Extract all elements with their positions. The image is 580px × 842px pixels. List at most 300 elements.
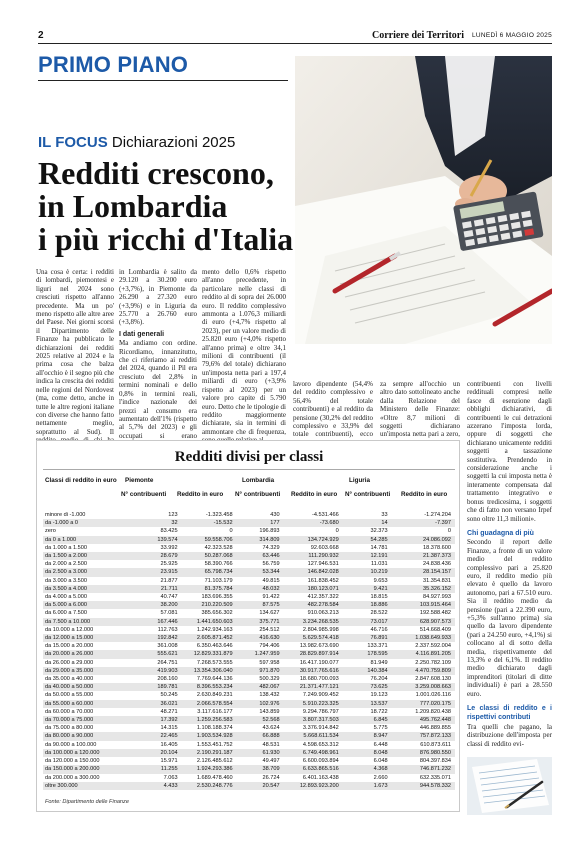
table-cell: 794.406	[259, 643, 280, 650]
income-class-cell: da 1.000 a 1.500	[45, 544, 87, 551]
table-cell: 1.259.256.583	[178, 716, 233, 724]
article-text: mento dello 0,6% rispetto all'anno precedente, in particolare nelle classi di reddito al di sopra dei 26.000 euro. Il reddito complessivo ammonta a 1.076,3 miliardi di euro (+4,7% rispetto al 2023), per un valore medio di 25.820 euro (+4,0% rispetto all'anno prima) e oltre 34,1 milioni di contribuenti (il 79,6% del totale) dichiarano un'imposta netta pari a 197,4 miliardi di euro (+3,9% rispetto al 2023) per un valore pro capite di 5.790 euro. Detto che le tipologie di reddito maggiormente dichiarate, sia in termini di ammontare che di frequenza,	[202, 268, 286, 436]
table-cell: 134.724.929	[280, 536, 339, 544]
table-row	[43, 626, 455, 634]
table-cell: 632.335.071	[419, 774, 451, 781]
article-text: za sempre all'occhio un altro dato sottolineato anche dalla Relazione del Ministero delle Finanze: «Oltre 8,7 milioni di soggetti dichiarano un'imposta netta pari a zero,	[380, 380, 460, 439]
income-class-cell: da 80.000 a 90.000	[43, 732, 127, 740]
table-cell: 13.982.673.690	[299, 643, 339, 650]
table-source: Fonte: Dipartimento delle Finanze	[45, 799, 129, 805]
table-cell: 0	[229, 528, 233, 535]
table-cell: 18.680.700.093	[299, 676, 339, 683]
table-cell: 84.927.993	[423, 594, 451, 601]
table-cell: 40.747	[160, 594, 178, 601]
income-class-cell: da 4.000 a 5.000	[45, 594, 87, 601]
table-cell: 111.290.932	[280, 552, 339, 560]
table-cell: 8.396.553.234	[178, 683, 233, 691]
table-cell: 2.605.871.452	[178, 634, 233, 642]
income-class-cell: zero	[45, 528, 56, 535]
table-cell: 8.947	[339, 732, 388, 740]
income-class-cell: da 6.000 a 7.500	[45, 610, 87, 617]
table-cell: 19.123	[370, 692, 388, 699]
income-class-cell: da 29.000 a 35.000	[43, 667, 127, 675]
table-cell: 76.204	[370, 676, 388, 683]
table-cell: 134.627	[259, 610, 280, 617]
table-cell: 83.425	[160, 528, 178, 535]
col-contrib-liguria: N° contribuenti	[345, 491, 391, 498]
table-cell: 910.063.213	[307, 610, 339, 617]
table-cell: 746.871.232	[388, 765, 455, 773]
table-row	[43, 536, 455, 544]
table-cell: 6.401.163.438	[302, 774, 339, 781]
table-cell: 23.915	[127, 568, 178, 576]
table-cell: 264.751	[157, 659, 178, 666]
table-cell: -7.397	[388, 519, 455, 527]
table-cell: 56.759	[262, 561, 280, 568]
kicker	[38, 134, 235, 151]
table-cell: 38.709	[233, 765, 280, 773]
table-cell: 32	[127, 519, 178, 527]
table-cell: 63.446	[233, 552, 280, 560]
table-cell: 17.392	[127, 716, 178, 724]
table-row	[43, 585, 455, 593]
table-cell: 13.354.306.040	[178, 667, 233, 675]
income-table	[43, 511, 455, 790]
income-class-cell: da 200.000 a 300.000	[45, 774, 100, 781]
article-text: Secondo il report delle Finanze, a fronte di un valore medio del reddito complessivo pari a 25.820 euro, il reddito medio più elevato è quello da lavoro autonomo, pari a 67.510 euro. Sia il reddito medio da pensione (pari a 22.390 euro, +5,3% sull'anno prima) sia quello da lavoro dipendente (pari a 24.250 euro, +4,1%) si collocano al di sotto della media, rispettivamente del 13,3% e del 6,1%. Il reddito medio dichiarato dagli imprenditori (titolari di ditte individuali) è pari a 28.550 euro.	[467, 538, 552, 698]
table-cell: 4.470.759.809	[388, 667, 455, 675]
table-cell: 2.530.248.776	[178, 782, 233, 790]
table-cell: 514.668.409	[419, 626, 451, 633]
table-row	[43, 527, 455, 535]
col-income-liguria: Reddito in euro	[401, 491, 448, 498]
headline-line-2: in Lombardia	[38, 188, 228, 224]
income-class-cell: da 2.000 a 2.500	[45, 561, 87, 568]
table-cell: 6.600.093.894	[302, 758, 339, 765]
section-title: PRIMO PIANO	[38, 52, 189, 77]
table-cell: 33.992	[160, 544, 178, 551]
table-row	[43, 511, 455, 519]
region-liguria: Liguria	[349, 477, 370, 484]
article-subhead: I dati generali	[119, 330, 165, 338]
table-cell: 1.038.649.933	[388, 634, 455, 642]
table-cell: 7.268.573.555	[196, 659, 233, 666]
table-row	[43, 577, 455, 585]
table-cell: 7.063	[163, 774, 178, 781]
table-row	[43, 757, 455, 765]
table-cell: 20.547	[233, 782, 280, 790]
table-cell: -4.531.466	[311, 512, 339, 518]
table-cell: 3.117.616.177	[197, 708, 233, 715]
kicker-topic: Dichiarazioni 2025	[111, 134, 236, 151]
table-row	[43, 774, 455, 782]
table-cell: 18.815	[370, 594, 388, 601]
table-cell: 15.971	[160, 758, 178, 765]
table-cell: 139.574	[127, 536, 178, 544]
table-cell: 8.048	[339, 749, 388, 757]
table-cell: 48.032	[233, 585, 280, 593]
table-cell: 21.711	[127, 585, 178, 593]
table-cell: 385.656.302	[201, 610, 233, 617]
table-cell: 20.104	[127, 749, 178, 757]
table-cell: 430	[270, 512, 280, 518]
table-row	[43, 724, 455, 732]
table-cell: 1.903.534.928	[178, 732, 233, 740]
table-row	[43, 716, 455, 724]
table-cell: 26.724	[262, 774, 280, 781]
table-row	[43, 700, 455, 708]
table-cell: 419.903	[127, 667, 178, 675]
table-cell: 495.762.448	[388, 716, 455, 724]
table-cell: 91.422	[262, 594, 280, 601]
table-cell: 4.116.891.205	[388, 650, 455, 658]
income-class-cell: minore di -1.000	[45, 512, 86, 518]
section-divider	[38, 80, 288, 81]
region-piemonte: Piemonte	[125, 477, 154, 484]
table-cell: 92.603.668	[310, 544, 339, 551]
newspaper-name: Corriere dei Territori	[371, 30, 464, 41]
table-cell: 33	[381, 512, 388, 518]
table-cell: 57.081	[160, 610, 178, 617]
table-cell: 87.575	[233, 601, 280, 609]
headline-line-1: Redditi crescono,	[38, 155, 274, 191]
table-cell: 18.886	[339, 601, 388, 609]
table-cell: 112.763	[157, 626, 178, 633]
table-cell: 103.915.464	[388, 601, 455, 609]
table-cell: 628.907.573	[388, 618, 455, 626]
table-cell: 361.008	[157, 643, 178, 650]
table-row	[43, 634, 455, 642]
table-cell: 5.910.223.325	[280, 700, 339, 708]
table-row	[43, 609, 455, 617]
table-cell: 1.673	[339, 782, 388, 790]
table-cell: 446.889.855	[419, 725, 451, 732]
table-row	[43, 544, 455, 552]
table-cell: 2.250.782.109	[415, 659, 451, 666]
table-row	[43, 741, 455, 749]
table-row	[43, 593, 455, 601]
table-cell: 177	[233, 519, 280, 527]
table-cell: 161.838.452	[307, 577, 339, 584]
table-cell: 192.588.482	[419, 610, 451, 617]
table-cell: 11.031	[370, 561, 388, 568]
article-col-5	[380, 380, 460, 438]
income-class-cell: da 100.000 a 120.000	[43, 749, 127, 757]
table-cell: 140.384	[339, 667, 388, 675]
table-cell: 14.781	[370, 544, 388, 551]
article-col-2	[119, 268, 197, 440]
table-cell: 183.696.355	[201, 594, 233, 601]
income-class-cell: oltre 300.000	[43, 782, 127, 790]
table-cell: 76.891	[339, 634, 388, 642]
table-cell: 971.870	[233, 667, 280, 675]
region-lombardia: Lombardia	[242, 477, 275, 484]
table-cell: 314.809	[233, 536, 280, 544]
income-class-cell: da 40.000 a 50.000	[43, 683, 127, 691]
table-cell: 48.271	[160, 708, 178, 715]
income-class-cell: da 5.000 a 6.000	[43, 601, 127, 609]
table-cell: 555.621	[127, 650, 178, 658]
tax-form-photo-icon	[467, 757, 552, 815]
table-cell: 4.368	[339, 765, 388, 773]
table-cell: 3.807.317.503	[280, 716, 339, 724]
table-cell: 50.287.068	[178, 552, 233, 560]
table-cell: 21.387.373	[388, 552, 455, 560]
table-cell: 2.804.985.998	[302, 626, 339, 633]
table-cell: 32.373	[370, 528, 388, 535]
table-cell: 14.315	[160, 725, 178, 732]
table-row	[43, 765, 455, 773]
table-cell: 138.432	[259, 692, 280, 699]
table-cell: 36.021	[127, 700, 178, 708]
table-cell: 9.421	[339, 585, 388, 593]
table-cell: 597.958	[259, 659, 280, 666]
col-contrib-lombardia: N° contribuenti	[235, 491, 281, 498]
table-row	[43, 560, 455, 568]
table-cell: 46.716	[370, 626, 388, 633]
article-text: contribuenti con livelli reddituali compresi nelle fasce di esenzione dagli obblighi dichiarativi, di contribuenti le cui detrazioni azzerano l'imposta lorda, oppure di soggetti che dichiarano unicamente redditi soggetti a tassazione sostitutiva. Prendendo in considerazione anche i soggetti la cui imposta netta è interamente compensata dal trattamento integrativo e bonus tredicesima, i soggetti che di fatto non versano Irpef sono oltre 11,3 milioni».	[467, 380, 552, 523]
table-cell: -1.323.458	[205, 512, 233, 518]
table-cell: 48.531	[262, 741, 280, 748]
table-cell: 757.872.133	[388, 732, 455, 740]
table-cell: 180.123.071	[280, 585, 339, 593]
article-col-1	[36, 268, 114, 436]
table-cell: 777.020.175	[388, 700, 455, 708]
kicker-label: IL FOCUS	[38, 134, 108, 151]
table-cell: 2.660	[373, 774, 388, 781]
table-cell: 18.378.600	[423, 544, 451, 551]
table-cell: 610.873.611	[420, 741, 451, 748]
table-cell: 42.323.528	[204, 544, 233, 551]
table-title-rule	[43, 469, 455, 470]
table-cell: 35.326.152	[388, 585, 455, 593]
table-cell: 28.154.157	[388, 568, 455, 576]
col-income-lombardia: Reddito in euro	[291, 491, 338, 498]
table-cell: 6.633.865.516	[280, 765, 339, 773]
table-row	[43, 519, 455, 527]
table-cell: 143.859	[259, 708, 280, 715]
table-cell: 58.390.766	[204, 561, 233, 568]
table-cell: 81.375.784	[178, 585, 233, 593]
calculator-photo	[295, 56, 552, 344]
table-row	[43, 675, 455, 683]
income-class-cell: da 35.000 a 40.000	[45, 676, 94, 683]
table-row	[43, 782, 455, 790]
table-cell: 9.294.786.797	[302, 708, 339, 715]
table-cell: 944.578.332	[388, 782, 455, 790]
table-row	[43, 601, 455, 609]
table-row	[43, 650, 455, 658]
table-row	[43, 691, 455, 699]
table-cell: 2.190.291.187	[178, 749, 233, 757]
table-cell: 1.924.293.386	[178, 765, 233, 773]
class-header: Classi di reddito in euro	[45, 477, 117, 484]
table-cell: 500.329	[259, 676, 280, 683]
income-class-cell: da 150.000 a 200.000	[43, 765, 127, 773]
table-cell: 6.048	[373, 758, 388, 765]
table-cell: 13.537	[339, 700, 388, 708]
col-income-piemonte: Reddito in euro	[177, 491, 224, 498]
table-cell: 12.191	[339, 552, 388, 560]
table-cell: 6.845	[339, 716, 388, 724]
table-title: Redditi divisi per classi	[174, 449, 324, 465]
table-cell: 21.371.477.121	[280, 683, 339, 691]
table-cell: 2.630.849.231	[196, 692, 233, 699]
income-class-cell: da 55.000 a 60.000	[43, 700, 127, 708]
table-cell: 482.067	[233, 683, 280, 691]
table-cell: 81.949	[370, 659, 388, 666]
table-row	[43, 683, 455, 691]
page-number: 2	[38, 30, 44, 41]
table-cell: 6.448	[373, 741, 388, 748]
table-cell: 9.653	[373, 577, 388, 584]
table-cell: 59.558.706	[178, 536, 233, 544]
headline-line-3: i più ricchi d'Italia	[38, 221, 294, 257]
table-cell: 65.798.734	[178, 568, 233, 576]
table-cell: 2.066.578.554	[178, 700, 233, 708]
table-cell: 30.917.765.616	[280, 667, 339, 675]
income-class-cell: da 50.000 a 55.000	[45, 692, 94, 699]
article-subhead: Le classi di reddito e i rispettivi contributi	[467, 705, 552, 722]
table-row	[43, 732, 455, 740]
table-cell: 146.842.028	[280, 568, 339, 576]
table-row	[43, 642, 455, 650]
income-class-cell: da 15.000 a 20.000	[45, 643, 94, 650]
table-cell: 1.689.478.460	[196, 774, 233, 781]
income-class-cell: da 60.000 a 70.000	[45, 708, 94, 715]
table-row	[43, 659, 455, 667]
article-text: Tra quelli che pagano, la distribuzione dell'imposta per classi di reddito evi-	[467, 722, 552, 748]
table-cell: 1.108.188.374	[196, 725, 233, 732]
table-cell: 73.625	[339, 683, 388, 691]
table-cell: 12.829.331.879	[178, 650, 233, 658]
article-col-4	[293, 380, 373, 438]
table-cell: 167.446	[127, 618, 178, 626]
income-class-cell: da 90.000 a 100.000	[45, 741, 97, 748]
table-cell: 0	[447, 528, 451, 535]
table-cell: 412.357.322	[307, 594, 339, 601]
table-cell: 4.598.653.312	[302, 741, 339, 748]
table-row	[43, 568, 455, 576]
table-cell: -15.532	[178, 519, 233, 527]
table-cell: 5.629.574.418	[280, 634, 339, 642]
table-cell: 1.242.934.163	[196, 626, 233, 633]
table-cell: 28.829.897.914	[280, 650, 339, 658]
table-cell: 3.234.268.535	[280, 618, 339, 626]
table-cell: 11.255	[127, 765, 178, 773]
article-text: Ma andiamo con ordine. Ricordiamo, innanzitutto, che ci riferiamo ai redditi del 2024, quando il Pil era cresciuto del 2,8% in termini nominali e dello 0,8% in termini reali, l'indice nazionale dei prezzi al consumo era aumentato dell'1% (rispetto al 5,7% del 2023) e gli occupati si erano	[119, 339, 197, 440]
income-class-cell: da 75.000 a 80.000	[45, 725, 94, 732]
issue-date: LUNEDÌ 6 MAGGIO 2025	[471, 32, 552, 39]
calculator-photo-icon	[295, 56, 552, 344]
table-cell: 208.160	[157, 676, 178, 683]
income-class-cell: da 26.000 a 29.000	[45, 659, 94, 666]
table-cell: 6.350.463.646	[196, 643, 233, 650]
income-table-box	[36, 440, 460, 812]
table-cell: 254.512	[259, 626, 280, 633]
table-row	[43, 667, 455, 675]
article-text: lavoro dipendente (54,4% del reddito complessivo e 56,4% del totale contribuenti) e al reddito da pensione (30,2% del reddito complessivo e 33,9% del totale contribuenti), ecco	[293, 380, 373, 439]
table-cell: 12.893.923.200	[280, 782, 339, 790]
table-cell: 52.568	[233, 716, 280, 724]
table-row	[43, 618, 455, 626]
table-cell: 127.946.531	[307, 561, 339, 568]
tax-form-photo	[467, 757, 552, 815]
table-row	[43, 552, 455, 560]
table-cell: 16.417.190.077	[299, 659, 339, 666]
income-class-cell: da 12.000 a 15.000	[43, 634, 127, 642]
income-class-cell: da 1.500 a 2.000	[43, 552, 127, 560]
table-cell: 24.838.436	[423, 561, 451, 568]
table-cell: 7.769.644.136	[196, 676, 233, 683]
table-cell: 25.925	[160, 561, 178, 568]
article-col-6	[467, 380, 552, 755]
table-cell: 1.209.820.438	[415, 708, 451, 715]
article-subhead: Chi guadagna di più	[467, 529, 534, 537]
income-class-cell: da 10.000 a 12.000	[45, 626, 94, 633]
table-cell: 61.930	[233, 749, 280, 757]
table-cell: 1.001.026.116	[415, 692, 451, 699]
table-cell: 10.219	[339, 568, 388, 576]
table-cell: 1.441.650.603	[178, 618, 233, 626]
table-cell: 71.103.179	[204, 577, 233, 584]
table-cell: 28.522	[370, 610, 388, 617]
table-cell: 49.815	[262, 577, 280, 584]
table-cell: 16.405	[160, 741, 178, 748]
table-cell: 31.354.831	[423, 577, 451, 584]
table-cell: 54.285	[339, 536, 388, 544]
table-cell: 804.397.834	[419, 758, 451, 765]
table-cell: 43.624	[262, 725, 280, 732]
income-class-cell: da 3.000 a 3.500	[45, 577, 87, 584]
income-class-cell: da 20.000 a 26.000	[43, 650, 127, 658]
table-cell: 178.595	[339, 650, 388, 658]
income-class-cell: da 70.000 a 75.000	[43, 716, 127, 724]
table-cell: 38.200	[127, 601, 178, 609]
table-row	[43, 708, 455, 716]
table-cell: 4.433	[127, 782, 178, 790]
table-cell: 482.278.584	[280, 601, 339, 609]
table-cell: 53.344	[233, 568, 280, 576]
table-cell: -1.274.204	[424, 512, 451, 518]
col-contrib-piemonte: N° contribuenti	[121, 491, 167, 498]
table-row	[43, 749, 455, 757]
table-cell: 416.630	[233, 634, 280, 642]
income-table-body	[43, 511, 455, 790]
table-cell: 3.376.914.842	[302, 725, 339, 732]
table-cell: 2.126.485.612	[196, 758, 233, 765]
table-cell: 50.245	[160, 692, 178, 699]
article-text: in Lombardia è salito da 29.120 a 30.200 euro (+3,7%), in Piemonte da 26.290 a 27.320 euro (+3,9%) e in Liguria da 25.770 a 26.760 euro (+3,8%).	[119, 268, 197, 327]
table-cell: 2.337.592.004	[415, 643, 451, 650]
article-text: Una cosa è certa: i redditi di lombardi, piemontesi e liguri nel 2024 sono cresciuti rispetto all'anno precedente. Ma un po' meno rispetto alle altre aree del Paese. Nei giorni scorsi il Dipartimento delle Finanze ha pubblicato le dichiarazioni dei redditi 2025 relative al 2024 e la prima cosa che balza all'occhio è il segno più che indica la crescita dei redditi nelle regioni del Nordovest (ma, come detto, anche in tutte le altre regioni italiane con diverse che hanno fatto nettamente meglio, soprattutto al Sud). Il	[36, 268, 114, 436]
income-class-cell: da -1.000 a 0	[43, 519, 127, 527]
table-cell: 2.847.608.130	[415, 676, 451, 683]
table-cell: 1.247.959	[233, 650, 280, 658]
income-class-cell: da 120.000 a 150.000	[45, 758, 100, 765]
income-class-cell: da 3.500 a 4.000	[43, 585, 127, 593]
income-class-cell: da 2.500 a 3.000	[43, 568, 127, 576]
page-header	[38, 30, 552, 44]
table-cell: 66.888	[233, 732, 280, 740]
table-cell: 49.497	[262, 758, 280, 765]
table-cell: 123	[168, 512, 178, 518]
table-cell: 22.465	[127, 732, 178, 740]
table-cell: 210.220.509	[178, 601, 233, 609]
table-cell: 73.017	[339, 618, 388, 626]
table-cell: 0	[335, 528, 339, 535]
table-cell: 375.771	[233, 618, 280, 626]
